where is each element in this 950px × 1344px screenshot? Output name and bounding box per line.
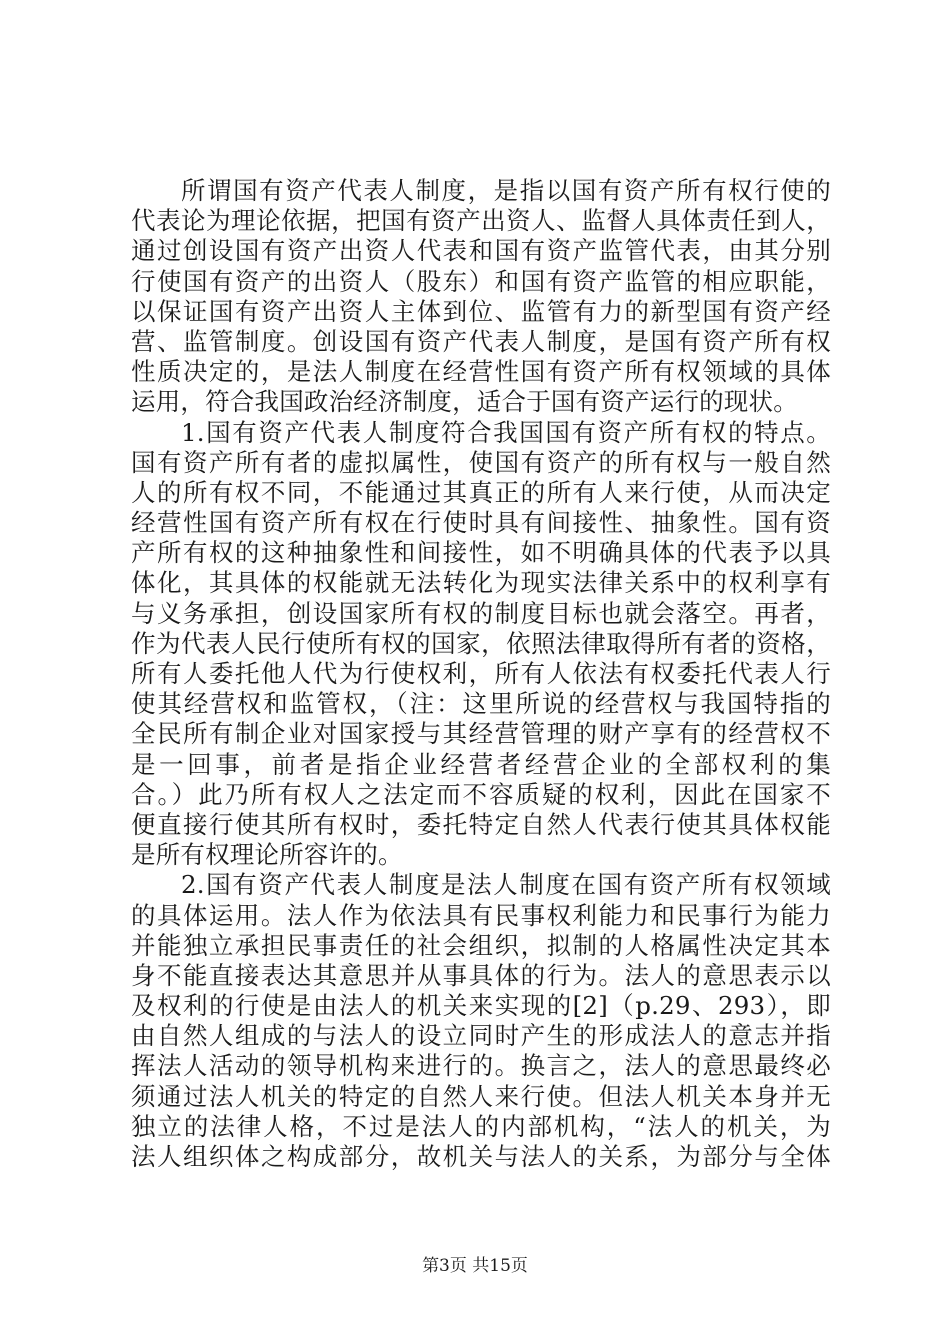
text-line: 合。）此乃所有权人之法定而不容质疑的权利，因此在国家不 — [131, 779, 831, 809]
text-line: 与义务承担，创设国家所有权的制度目标也就会落空。再者， — [131, 598, 831, 628]
text-line: 国有资产所有者的虚拟属性，使国有资产的所有权与一般自然 — [131, 447, 831, 477]
text-line: 的具体运用。法人作为依法具有民事权利能力和民事行为能力 — [131, 900, 831, 930]
paragraph-1 — [131, 176, 831, 418]
text-line: 所谓国有资产代表人制度，是指以国有资产所有权行使的 — [181, 176, 831, 205]
text-line: 法人组织体之构成部分，故机关与法人的关系，为部分与全体 — [131, 1142, 831, 1171]
text-line: 全民所有制企业对国家授与其经营管理的财产享有的经营权不 — [131, 719, 831, 749]
text-line: 作为代表人民行使所有权的国家，依照法律取得所有者的资格， — [131, 628, 831, 658]
text-line: 是一回事，前者是指企业经营者经营企业的全部权利的集 — [131, 749, 831, 779]
text-line: 由自然人组成的与法人的设立同时产生的形成法人的意志并指 — [131, 1021, 831, 1051]
text-line: 独立的法律人格，不过是法人的内部机构，“法人的机关，为 — [131, 1111, 831, 1141]
text-line: 代表论为理论依据，把国有资产出资人、监督人具体责任到人， — [131, 206, 831, 236]
text-line: 2.国有资产代表人制度是法人制度在国有资产所有权领域 — [181, 870, 831, 900]
text-line: 行使国有资产的出资人（股东）和国有资产监管的相应职能， — [131, 266, 831, 296]
text-line: 是所有权理论所容许的。 — [131, 840, 403, 870]
text-line: 产所有权的这种抽象性和间接性，如不明确具体的代表予以具 — [131, 538, 831, 568]
text-line: 须通过法人机关的特定的自然人来行使。但法人机关本身并无 — [131, 1081, 831, 1111]
text-line: 所有人委托他人代为行使权利，所有人依法有权委托代表人行 — [131, 659, 831, 688]
text-line: 营、监管制度。创设国有资产代表人制度，是国有资产所有权 — [131, 326, 831, 356]
text-line: 并能独立承担民事责任的社会组织，拟制的人格属性决定其本 — [131, 930, 831, 960]
text-line: 挥法人活动的领导机构来进行的。换言之，法人的意思最终必 — [131, 1051, 831, 1081]
text-line: 及权利的行使是由法人的机关来实现的[2]（p.29、293），即 — [131, 991, 831, 1021]
paragraph-3 — [131, 870, 831, 1172]
text-line: 运用，符合我国政治经济制度，适合于国有资产运行的现状。 — [131, 387, 798, 417]
text-line: 以保证国有资产出资人主体到位、监管有力的新型国有资产经 — [131, 296, 831, 326]
text-line: 人的所有权不同，不能通过其真正的所有人来行使，从而决定 — [131, 477, 831, 507]
text-line: 使其经营权和监管权，（注：这里所说的经营权与我国特指的 — [131, 689, 831, 719]
text-line: 性质决定的，是法人制度在经营性国有资产所有权领域的具体 — [131, 357, 831, 387]
text-line: 便直接行使其所有权时，委托特定自然人代表行使其具体权能 — [131, 809, 831, 839]
text-line: 1.国有资产代表人制度符合我国国有资产所有权的特点。 — [181, 417, 831, 447]
text-line: 通过创设国有资产出资人代表和国有资产监管代表，由其分别 — [131, 236, 831, 266]
text-line: 身不能直接表达其意思并从事具体的行为。法人的意思表示以 — [131, 960, 831, 990]
text-line: 体化，其具体的权能就无法转化为现实法律关系中的权利享有 — [131, 568, 831, 598]
text-line: 经营性国有资产所有权在行使时具有间接性、抽象性。国有资 — [131, 508, 831, 538]
page-number-footer: 第3页 共15页 — [422, 1256, 528, 1276]
paragraph-2 — [131, 418, 831, 871]
document-body — [131, 176, 831, 1172]
